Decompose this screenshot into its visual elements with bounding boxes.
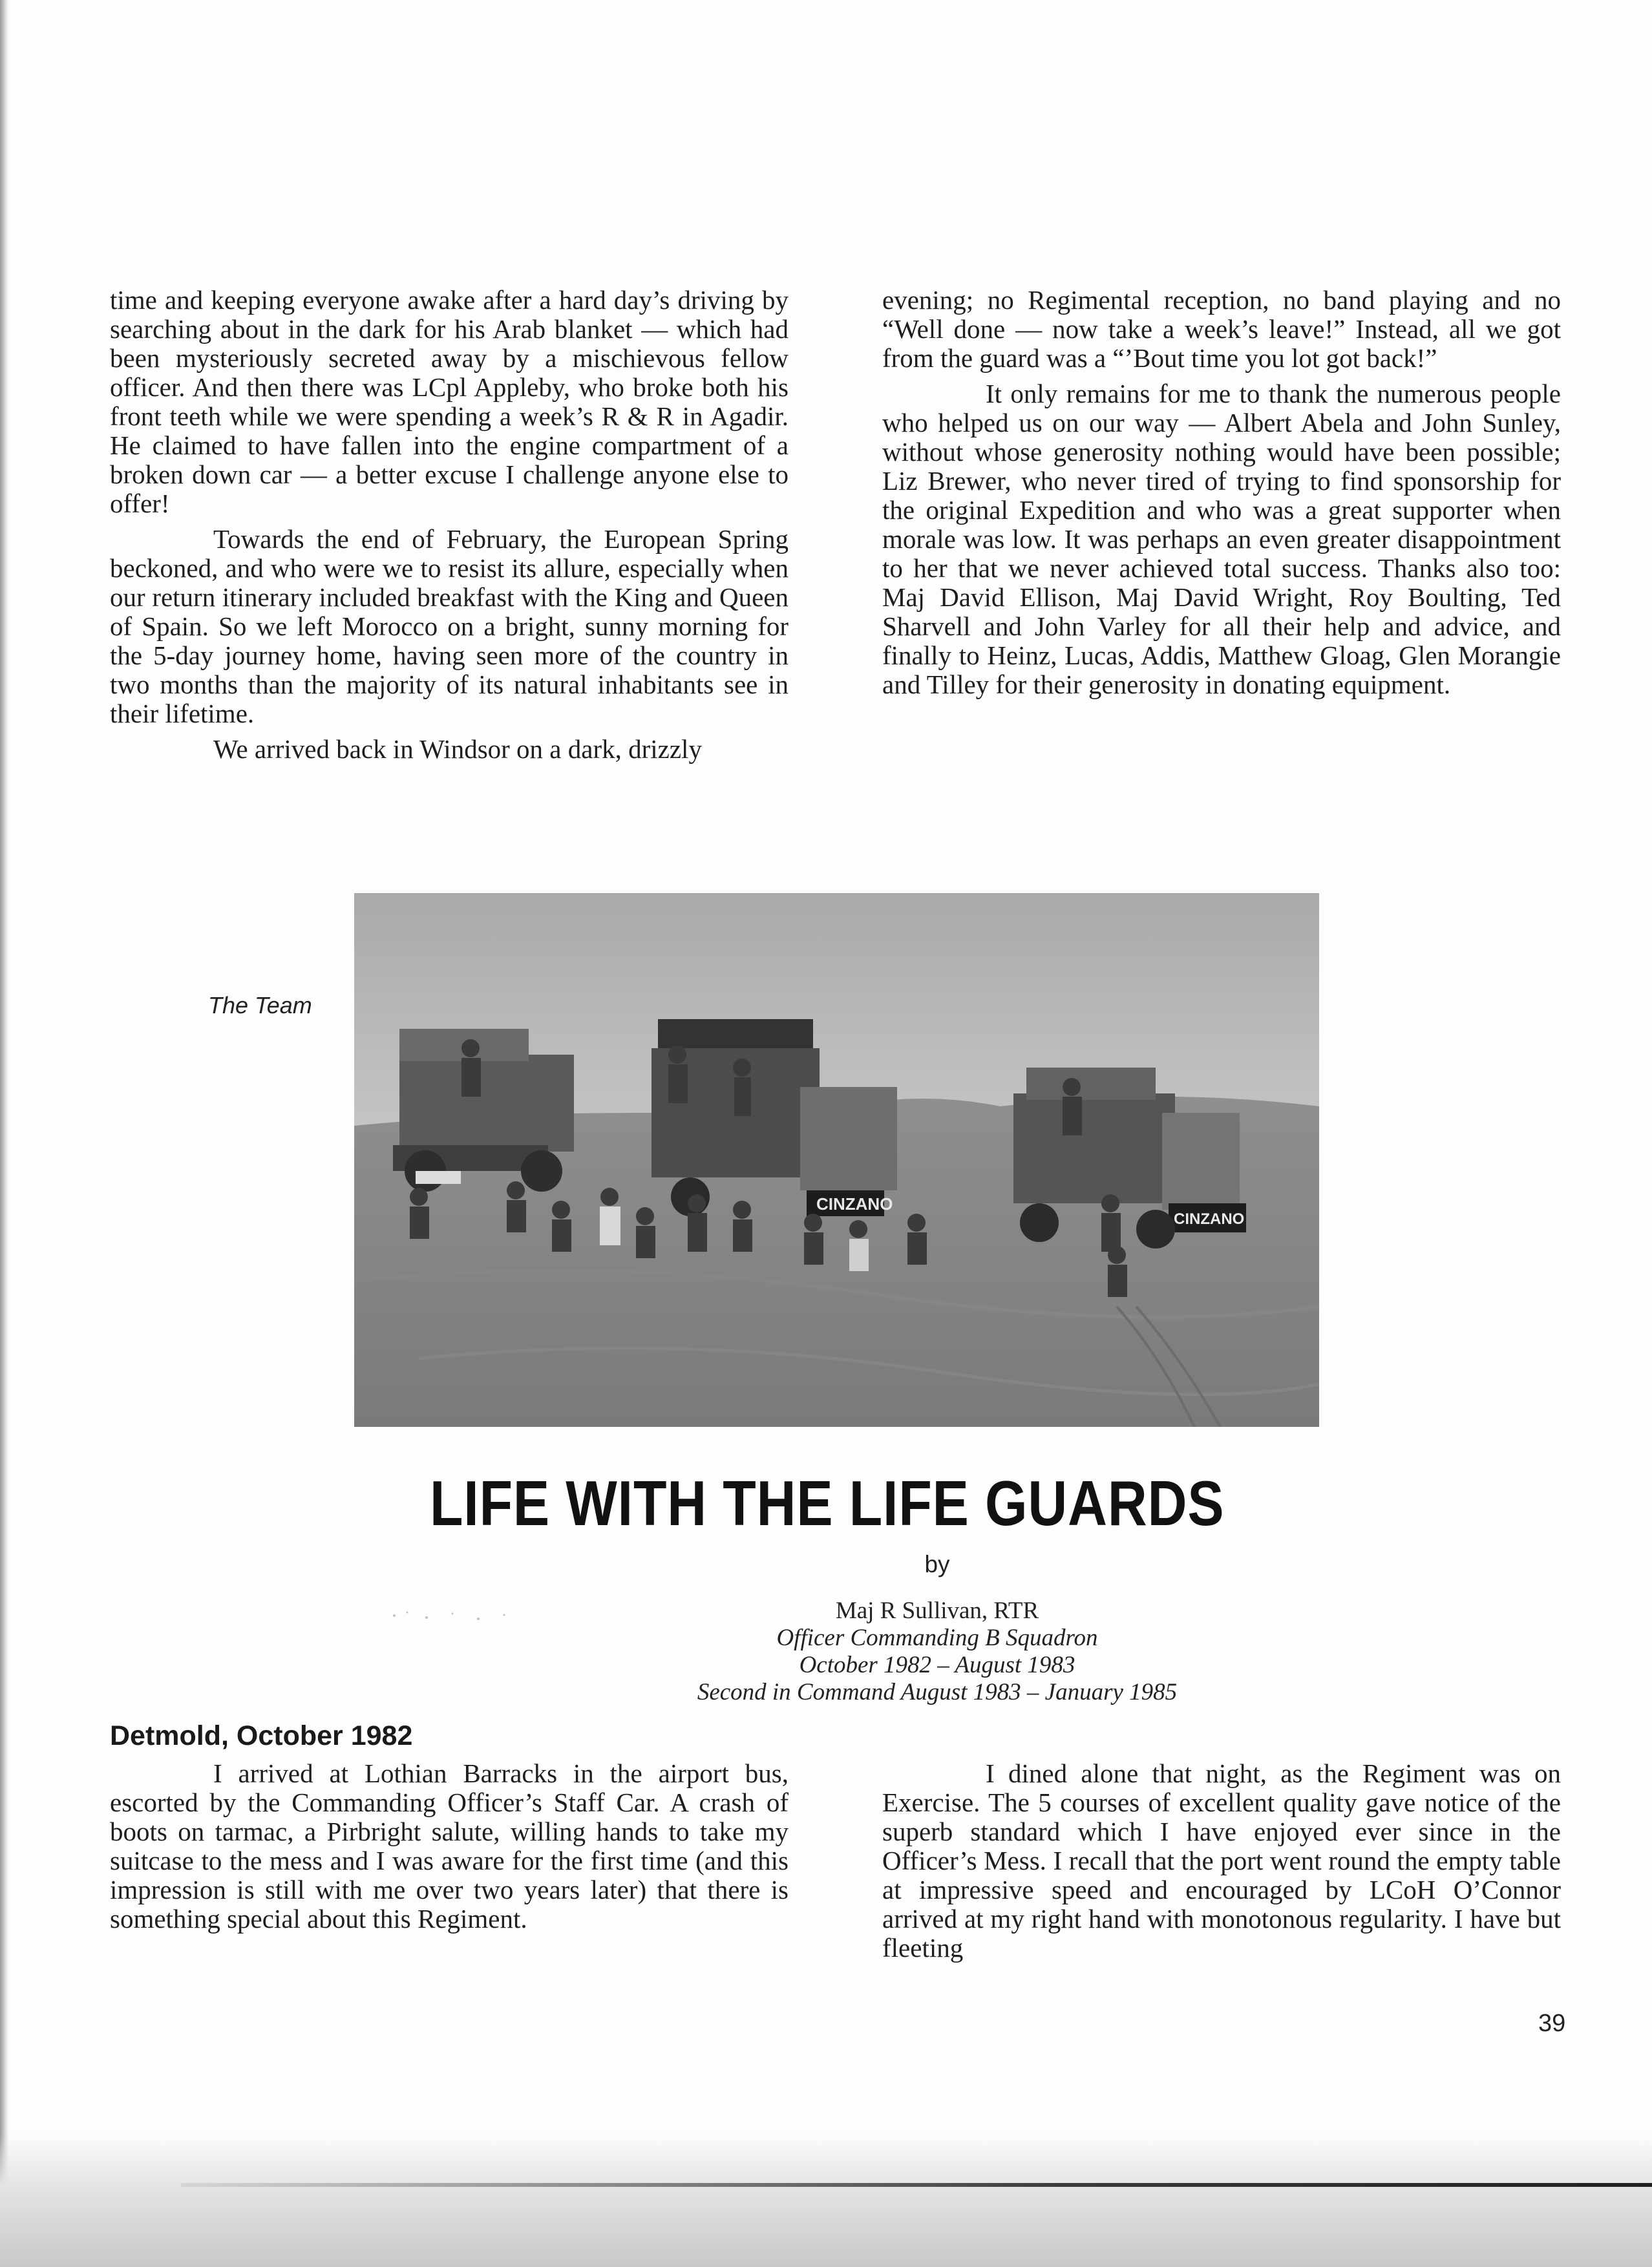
byline-by: by xyxy=(924,1551,950,1577)
page-number: 39 xyxy=(1538,2010,1566,2037)
paragraph: time and keeping everyone awake after a hard day’s driving by searching about in the dark for his Arab blanket — which had been mysteriously secreted away by a mischievous fellow officer. And then there was LCpl Appleby, who broke both his front teeth while we were spending a week’s R & R in Agadir. He claimed to have fallen into the engine compartment of a broken down car — a better excuse I challenge anyone else to offer! xyxy=(110,285,789,518)
author-role-2: Second in Command August 1983 – January 1985 xyxy=(697,1679,1178,1705)
section-heading: Detmold, October 1982 xyxy=(110,1720,413,1751)
paragraph: evening; no Regimental reception, no band playing and no “Well done — now take a week’s leave!” Instead, all we got from the guard was a “’Bout time you lot got back!” xyxy=(882,285,1561,373)
bottom-left-column xyxy=(110,1759,789,1940)
bottom-right-column xyxy=(882,1759,1561,1969)
paragraph: I dined alone that night, as the Regiment was on Exercise. The 5 courses of excellent quality gave notice of the superb standard which I have enjoyed ever since in the Officer’s Mess. I recall that the port went round the empty table at impressive speed and encouraged by LCoH O’Connor arrived at my right hand with monotonous regularity. I have but fleeting xyxy=(882,1758,1561,1963)
byline-block xyxy=(452,1551,1422,1706)
author-name: Maj R Sullivan, RTR xyxy=(835,1597,1039,1624)
paragraph: We arrived back in Windsor on a dark, drizzly xyxy=(213,734,702,764)
top-left-column xyxy=(110,286,789,770)
team-photo-illustration xyxy=(354,893,1319,1427)
cinzano-sign-right: CINZANO xyxy=(1174,1210,1245,1228)
scan-edge-line xyxy=(181,2183,1652,2187)
scan-shadow xyxy=(0,2133,1652,2267)
author-dates-1: October 1982 – August 1983 xyxy=(799,1652,1075,1678)
team-photo xyxy=(354,893,1319,1427)
paragraph: It only remains for me to thank the numerous people who helped us on our way — Albert Abela and John Sunley, without whose generosity nothing would have been possible; Liz Brewer, who never tired of trying to find sponsorship for the original Expedition and who was a great supporter when morale was low. It was perhaps an even greater disappointment to her that we never achieved total success. Thanks also too: Maj David Ellison, Maj David Wright, Roy Boulting, Ted Sharvell and John Varley for all their help and advice, and finally to Heinz, Lucas, Addis, Matthew Gloag, Glen Morangie and Tilley for their generosity in donating equipment. xyxy=(882,379,1561,699)
top-right-column xyxy=(882,286,1561,706)
paragraph: Towards the end of February, the European Spring beckoned, and who were we to resist its allure, especially when our return itinerary included breakfast with the King and Queen of Spain. So we left Morocco on a bright, sunny morning for the 5-day journey home, having seen more of the country in two months than the majority of its natural inhabitants see in their lifetime. xyxy=(110,524,789,728)
paragraph: I arrived at Lothian Barracks in the airport bus, escorted by the Commanding Officer’s Staff Car. A crash of boots on tarmac, a Pirbright salute, willing hands to take my suitcase to the mess and I was aware for the first time (and this impression is still with me over two years later) that there is something special about this Regiment. xyxy=(110,1758,789,1934)
binding-edge xyxy=(0,0,9,2267)
author-role-1: Officer Commanding B Squadron xyxy=(776,1625,1098,1651)
cinzano-sign-left: CINZANO xyxy=(816,1194,893,1214)
article-title: LIFE WITH THE LIFE GUARDS xyxy=(429,1468,1225,1539)
photo-caption: The Team xyxy=(208,992,312,1018)
print-speckle xyxy=(381,1606,549,1625)
